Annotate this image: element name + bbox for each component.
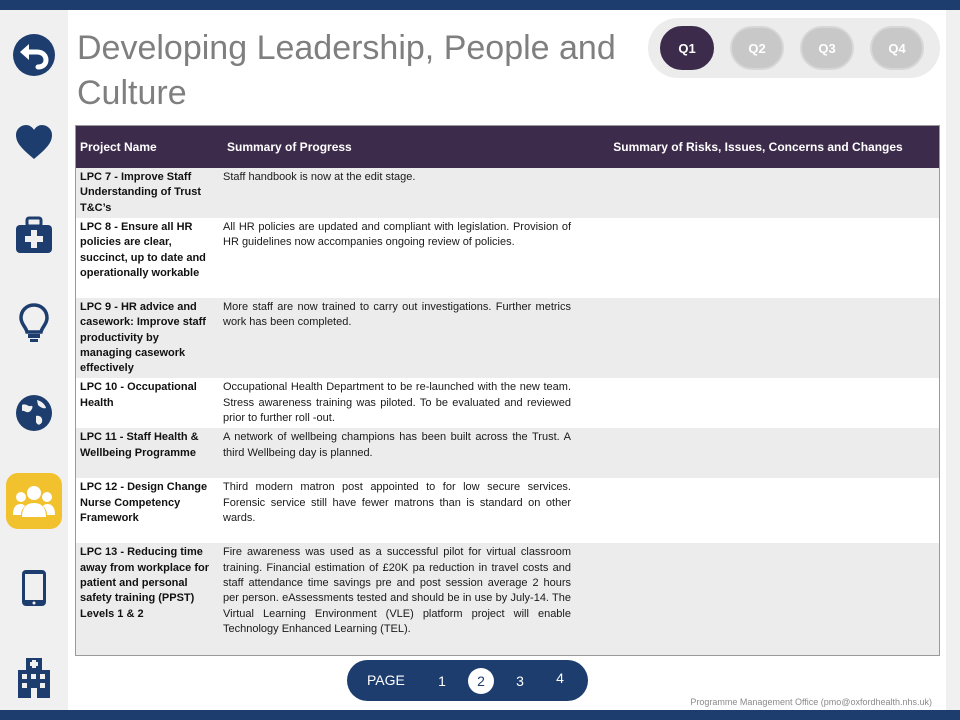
globe-icon [12, 391, 56, 435]
quarter-button-q2[interactable]: Q2 [730, 26, 784, 70]
footer-contact: Programme Management Office (pmo@oxfordhealth.nhs.uk) [690, 697, 932, 707]
sidebar-item-medical[interactable] [6, 208, 62, 264]
back-button[interactable] [6, 27, 62, 83]
sidebar-item-people[interactable] [6, 473, 62, 529]
risks-cell [575, 543, 940, 655]
page-button-4[interactable]: 4 [556, 670, 564, 686]
column-header-project-name: Project Name [76, 126, 217, 168]
pagination [347, 660, 588, 701]
quarter-button-q3[interactable]: Q3 [800, 26, 854, 70]
project-name-cell: LPC 11 - Staff Health & Wellbeing Programme [76, 428, 217, 478]
table-row [76, 168, 940, 218]
people-icon [12, 479, 56, 523]
risks-cell [575, 478, 940, 543]
quarter-button-q4[interactable]: Q4 [870, 26, 924, 70]
sidebar [0, 10, 68, 710]
risks-cell [575, 218, 940, 298]
risks-cell [575, 298, 940, 378]
sidebar-item-globe[interactable] [6, 385, 62, 441]
quarter-selector [648, 18, 940, 78]
table-row [76, 428, 940, 478]
risks-cell [575, 168, 940, 218]
progress-table [75, 125, 940, 656]
project-name-cell: LPC 7 - Improve Staff Understanding of Trust T&C’s [76, 168, 217, 218]
bottom-strip [0, 710, 960, 720]
page-button-3[interactable]: 3 [516, 673, 524, 689]
project-name-cell: LPC 10 - Occupational Health [80, 381, 197, 409]
table-row [76, 478, 940, 543]
tablet-icon [12, 566, 56, 610]
sidebar-item-tablet[interactable] [6, 560, 62, 616]
summary-cell: Fire awareness was used as a successful pilot for virtual classroom training. Financial estimation of £20K pa reduction in travel costs and staff attendance time savings pre and post session average 2 hours per person. eAssessments tested and should be in use by July-14. The Virtual Learning Environment (VLE) platform project will enable Technology Enhanced Learning (TEL). [217, 543, 575, 655]
table-row [76, 378, 940, 428]
table-row [76, 543, 940, 655]
project-name-cell: LPC 8 - Ensure all HR policies are clear, succinct, up to date and operationally workable [80, 221, 206, 279]
table-row [76, 218, 940, 298]
table-row [76, 298, 940, 378]
lightbulb-icon [12, 301, 56, 345]
back-arrow-icon [12, 33, 56, 77]
project-name-cell: LPC 12 - Design Change Nurse Competency Framework [80, 481, 208, 525]
quarter-button-q1[interactable]: Q1 [660, 26, 714, 70]
summary-cell: Third modern matron post appointed to for low secure services. Forensic service still have fewer matrons than is standard on other wards. [223, 481, 571, 525]
summary-cell: All HR policies are updated and compliant with legislation. Provision of HR guidelines now accompanies ongoing review of policies. [223, 221, 571, 249]
table-header-row [76, 126, 940, 168]
page-title: Developing Leadership, People and Culture [77, 29, 616, 112]
sidebar-item-ideas[interactable] [6, 295, 62, 351]
page-button-1[interactable]: 1 [438, 673, 446, 689]
sidebar-item-heart[interactable] [6, 115, 62, 171]
column-header-risks: Summary of Risks, Issues, Concerns and Changes [575, 126, 940, 168]
heart-icon [12, 121, 56, 165]
column-header-summary: Summary of Progress [217, 126, 575, 168]
project-name-cell: LPC 13 - Reducing time away from workplace for patient and personal safety training (PPST) Levels 1 & 2 [76, 543, 217, 655]
summary-cell: A network of wellbeing champions has been built across the Trust. A third Wellbeing day is planned. [217, 428, 575, 478]
summary-cell: Occupational Health Department to be re-launched with the new team. Stress awareness training was piloted. To be evaluated and reviewed prior to further roll -out. [223, 381, 571, 425]
right-bar [946, 10, 960, 710]
project-name-cell: LPC 9 - HR advice and casework: Improve staff productivity by managing casework effectively [76, 298, 217, 378]
pager-label: PAGE [367, 672, 405, 688]
risks-cell [575, 378, 940, 428]
summary-cell: Staff handbook is now at the edit stage. [217, 168, 575, 218]
page-button-2[interactable]: 2 [468, 668, 494, 694]
medical-kit-icon [12, 214, 56, 258]
top-strip [0, 0, 960, 10]
risks-cell [575, 428, 940, 478]
summary-cell: More staff are now trained to carry out investigations. Further metrics work has been completed. [217, 298, 575, 378]
sidebar-item-hospital[interactable] [6, 650, 62, 706]
hospital-icon [12, 656, 56, 700]
